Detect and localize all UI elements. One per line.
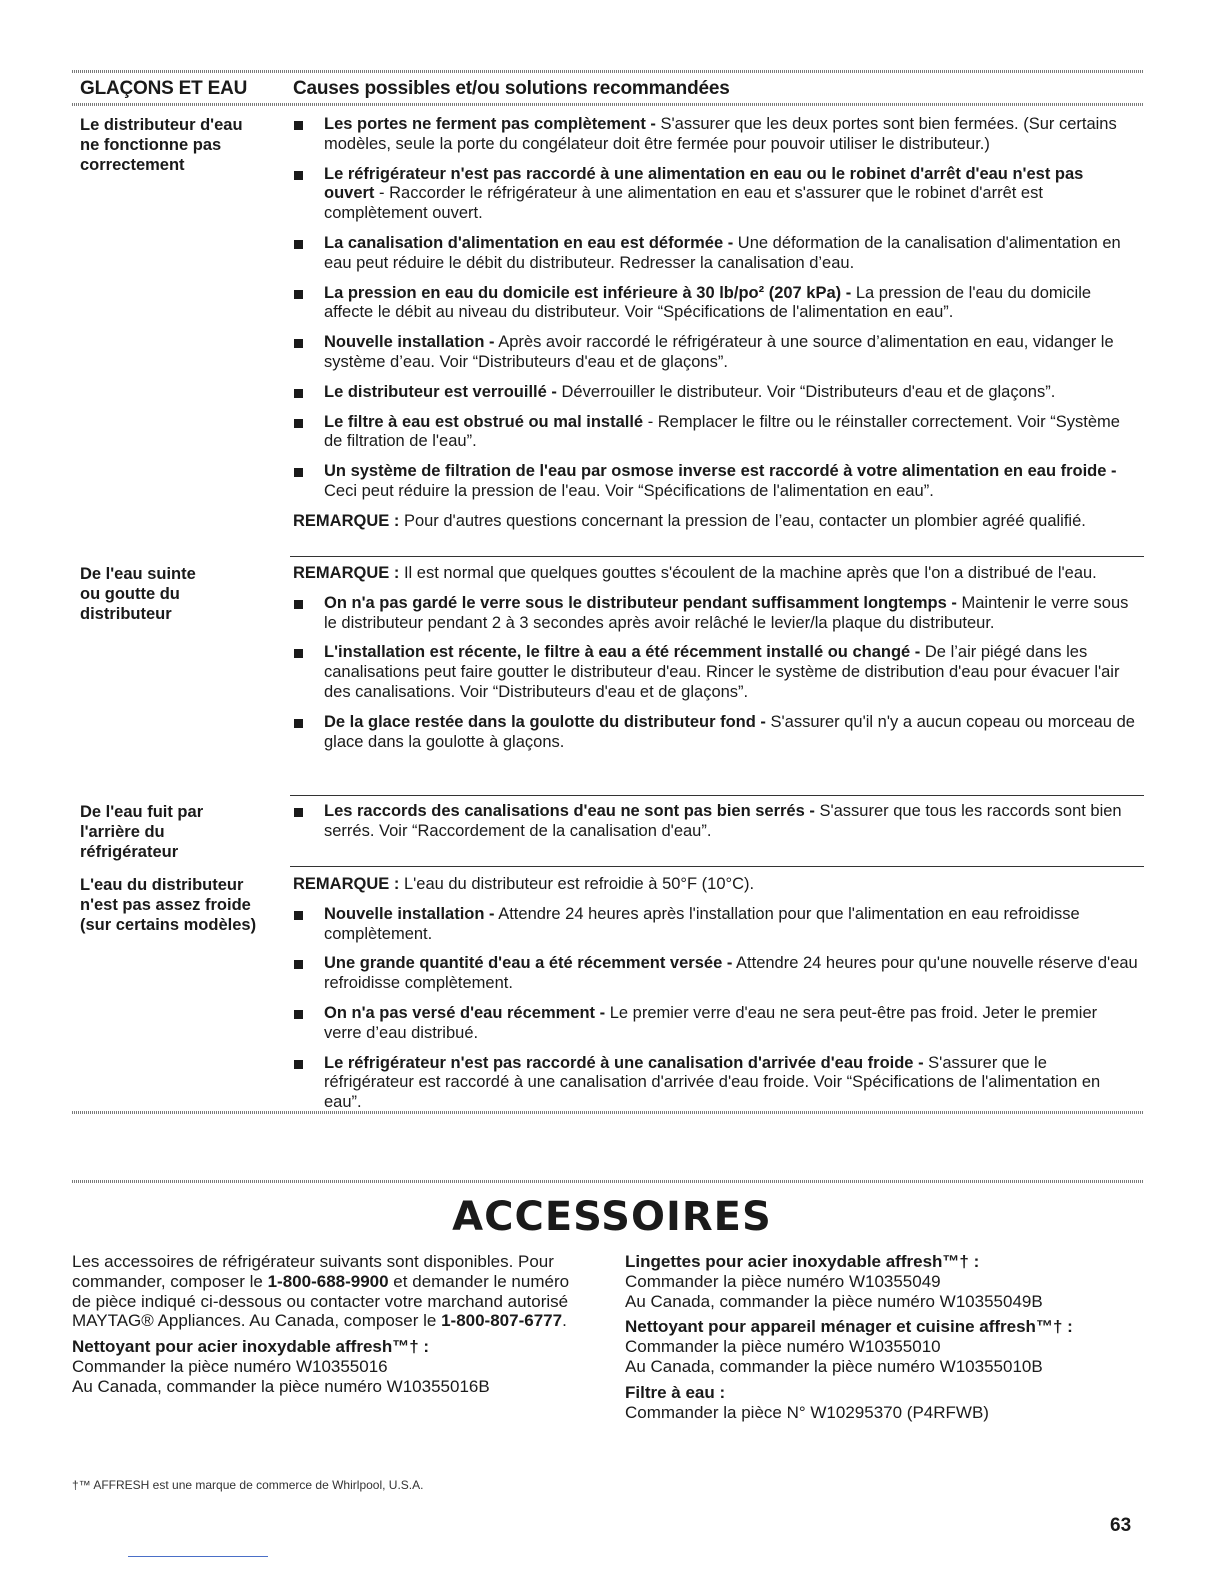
list-item: On n'a pas versé d'eau récemment - Le premier verre d'eau ne sera peut-être pas froid. Jeter le premier verre d’eau distribué. bbox=[293, 1004, 1138, 1044]
list-item: Le réfrigérateur n'est pas raccordé à une alimentation en eau ou le robinet d'arrêt d'eau n'est pas ouvert - Raccorder le réfrigérateur à une alimentation en eau et s'assurer que le robinet d'arrêt est complètement ouvert. bbox=[293, 165, 1138, 224]
note: REMARQUE : Il est normal que quelques gouttes s'écoulent de la machine après que l'on a distribué de l'eau. bbox=[293, 564, 1097, 582]
decorative-line bbox=[128, 1556, 268, 1557]
list-item: L'installation est récente, le filtre à eau a été récemment installé ou changé - De l’air piégé dans les canalisations peut faire goutter le distributeur d'eau. Rincer le système de distribution d'eau pour évacuer l'air des canalisations. Voir “Distributeurs d'eau et de glaçons”. bbox=[293, 643, 1138, 702]
accessories-left-column bbox=[72, 1252, 592, 1403]
list-item: Nouvelle installation - Après avoir raccordé le réfrigérateur à une source d’alimentation en eau, vidanger le système d’eau. Voir “Distributeurs d'eau et de glaçons”. bbox=[293, 333, 1138, 373]
list-item: Les raccords des canalisations d'eau ne sont pas bien serrés - S'assurer que tous les raccords sont bien serrés. Voir “Raccordement de la canalisation d'eau”. bbox=[293, 802, 1138, 842]
list-item: Une grande quantité d'eau a été récemment versée - Attendre 24 heures pour qu'une nouvelle réserve d'eau refroidisse complètement. bbox=[293, 954, 1138, 994]
accessories-intro: Les accessoires de réfrigérateur suivants sont disponibles. Pour commander, composer le 1-800-688-9900 et demander le numéro de pièce indiqué ci-dessous ou contacter votre marchand autorisé MAYTAG® Appliances. Au Canada, composer le 1-800-807-6777. bbox=[72, 1252, 570, 1331]
table-top-rule bbox=[72, 70, 1144, 73]
row-label-water-dispenser-not-working: Le distributeur d'eau ne fonctionne pas correctement bbox=[80, 116, 243, 174]
list-item: La pression en eau du domicile est inférieure à 30 lb/po² (207 kPa) - La pression de l'eau du domicile affecte le débit au niveau du distributeur. Voir “Spécifications de l'alimentation en eau”. bbox=[293, 284, 1138, 324]
row-divider bbox=[290, 556, 1144, 557]
row-divider bbox=[290, 795, 1144, 796]
list-item: La canalisation d'alimentation en eau est déformée - Une déformation de la canalisation d'alimentation en eau peut réduire le débit du distributeur. Redresser la canalisation d’eau. bbox=[293, 234, 1138, 274]
section-water-dispenser-not-working bbox=[293, 115, 1138, 542]
page-number: 63 bbox=[1110, 1515, 1132, 1536]
table-header-rule bbox=[72, 103, 1144, 106]
list-item: Le réfrigérateur n'est pas raccordé à une canalisation d'arrivée d'eau froide - S'assurer que le réfrigérateur est raccordé à une canalisation d'arrivée d'eau froide. Voir “Spécifications de l'alimentation en eau”. bbox=[293, 1054, 1138, 1113]
accessory-item: Lingettes pour acier inoxydable affresh™† : Commander la pièce numéro W10355049 Au Canada, commander la pièce numéro W10355049B bbox=[625, 1252, 1043, 1311]
row-label-water-not-cold: L'eau du distributeur n'est pas assez froide (sur certains modèles) bbox=[80, 876, 257, 934]
list-item: Le distributeur est verrouillé - Déverrouiller le distributeur. Voir “Distributeurs d'eau et de glaçons”. bbox=[293, 383, 1138, 403]
accessories-title: ACCESSOIRES bbox=[452, 1194, 772, 1240]
list-item: Nouvelle installation - Attendre 24 heures après l'installation pour que l'alimentation en eau refroidisse complètement. bbox=[293, 905, 1138, 945]
column-header-right: Causes possibles et/ou solutions recommandées bbox=[293, 78, 730, 99]
accessories-right-column bbox=[625, 1252, 1144, 1428]
section-water-dripping bbox=[293, 564, 1138, 762]
note: REMARQUE : L'eau du distributeur est refroidie à 50°F (10°C). bbox=[293, 875, 755, 893]
row-divider bbox=[290, 866, 1144, 867]
section-water-not-cold bbox=[293, 875, 1138, 1123]
section-water-leaking-back bbox=[293, 802, 1138, 852]
accessory-item: Nettoyant pour acier inoxydable affresh™† : Commander la pièce numéro W10355016 Au Canada, commander la pièce numéro W10355016B bbox=[72, 1337, 490, 1396]
accessories-top-rule bbox=[72, 1180, 1144, 1183]
accessory-item: Nettoyant pour appareil ménager et cuisine affresh™† : Commander la pièce numéro W10355010 Au Canada, commander la pièce numéro W10355010B bbox=[625, 1317, 1073, 1376]
table-bottom-rule bbox=[72, 1111, 1144, 1114]
list-item: On n'a pas gardé le verre sous le distributeur pendant suffisamment longtemps - Maintenir le verre sous le distributeur pendant 2 à 3 secondes après avoir relâché le levier/la plaque du distributeur. bbox=[293, 594, 1138, 634]
list-item: Un système de filtration de l'eau par osmose inverse est raccordé à votre alimentation en eau froide - Ceci peut réduire la pression de l'eau. Voir “Spécifications de l'alimentation en eau”. bbox=[293, 462, 1138, 502]
note: REMARQUE : Pour d'autres questions concernant la pression de l’eau, contacter un plombier agréé qualifié. bbox=[293, 511, 1086, 530]
accessory-item: Filtre à eau : Commander la pièce N° W10295370 (P4RFWB) bbox=[625, 1382, 989, 1422]
row-label-water-dripping: De l'eau suinte ou goutte du distributeur bbox=[80, 565, 196, 623]
row-label-water-leaking-back: De l'eau fuit par l'arrière du réfrigérateur bbox=[80, 803, 204, 861]
column-header-left: GLAÇONS ET EAU bbox=[80, 78, 248, 99]
list-item: Les portes ne ferment pas complètement - S'assurer que les deux portes sont bien fermées. (Sur certains modèles, seule la porte du congélateur doit être fermée pour pouvoir utiliser le distributeur.) bbox=[293, 115, 1138, 155]
list-item: De la glace restée dans la goulotte du distributeur fond - S'assurer qu'il n'y a aucun copeau ou morceau de glace dans la goulotte à glaçons. bbox=[293, 713, 1138, 753]
list-item: Le filtre à eau est obstrué ou mal installé - Remplacer le filtre ou le réinstaller correctement. Voir “Système de filtration de l'eau”. bbox=[293, 413, 1138, 453]
trademark-footnote: †™ AFFRESH est une marque de commerce de Whirlpool, U.S.A. bbox=[72, 1478, 424, 1492]
